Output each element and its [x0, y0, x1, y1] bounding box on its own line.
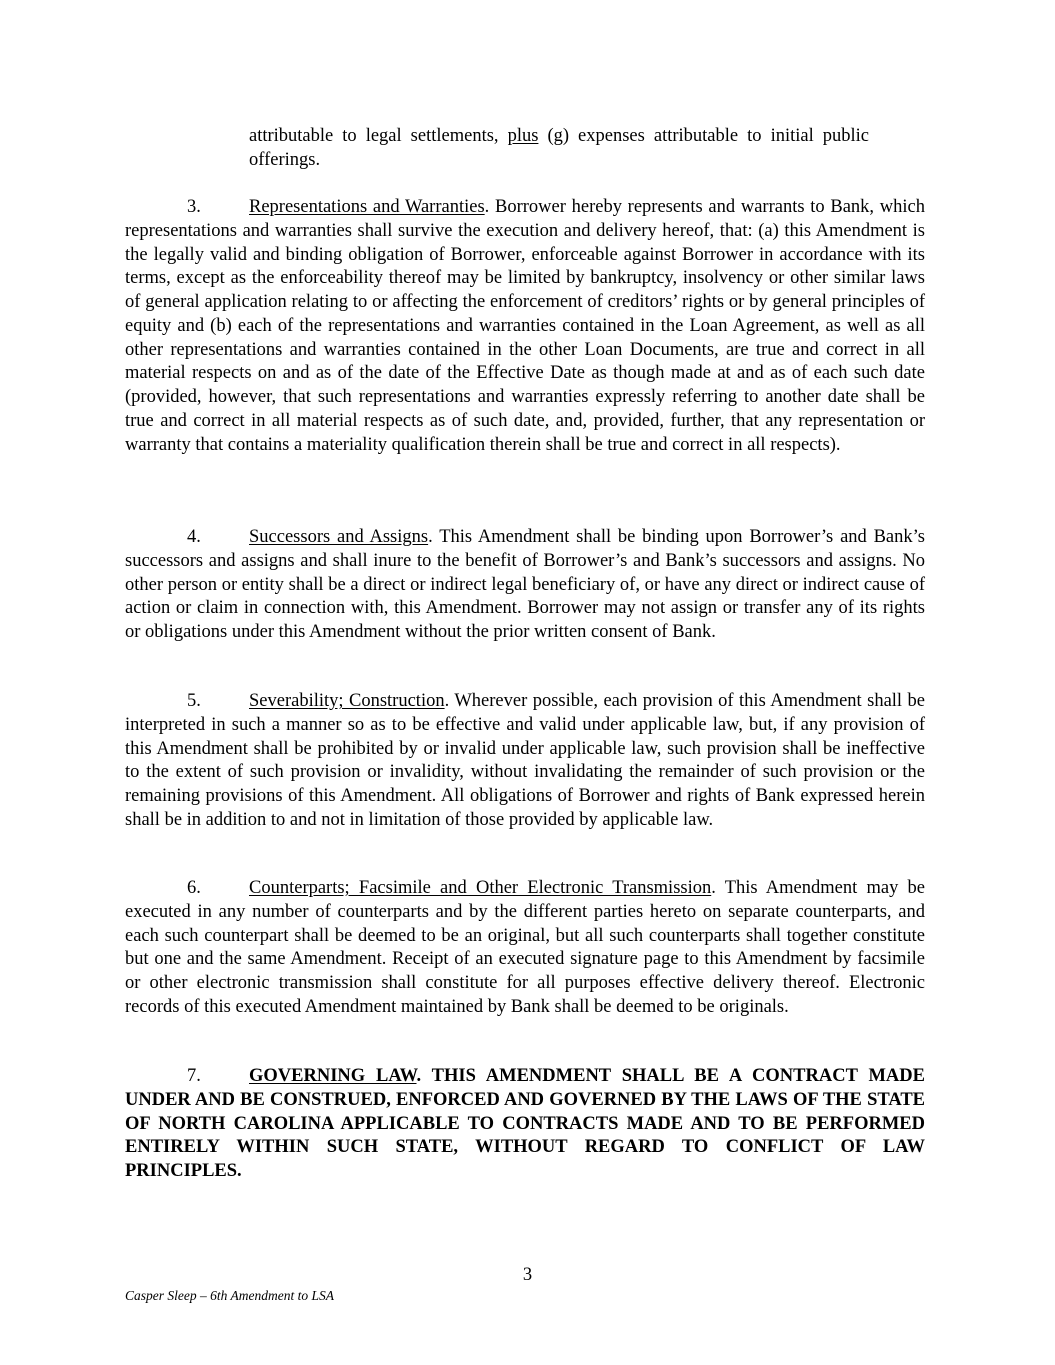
section-3-heading: Representations and Warranties — [249, 197, 485, 217]
section-7-heading: GOVERNING LAW — [249, 1066, 417, 1086]
section-3-number: 3. — [187, 197, 201, 217]
section-3-body: . Borrower hereby represents and warrants to Bank, which representations and warranties shall survive the execution and delivery hereof, that: (a) this Amendment is the legally valid and binding obligation of Borrower, enforceable against Borrower in accordance with its terms, except as the enforceability thereof may be limited by bankruptcy, insolvency or other similar laws of general application relating to or affecting the enforcement of creditors’ rights or by general principles of equity and (b) each of the representations and warranties contained in the Loan Agreement, as well as all other representations and warranties contained in the other Loan Documents, are true and correct in all material respects on and as of the date of the Effective Date as though made at and as of each such date (provided, however, that such representations and warranties expressly referring to another date shall be true and correct in all material respects as of such date, and, provided, further, that any representation or warranty that contains a materiality qualification therein shall be true and correct in all respects). — [125, 197, 925, 455]
section-6-number: 6. — [187, 878, 201, 898]
continuation-paragraph — [249, 125, 869, 173]
continuation-text-before: attributable to legal settlements, — [249, 126, 508, 146]
section-6-heading: Counterparts; Facsimile and Other Electronic Transmission — [249, 878, 712, 898]
section-6-paragraph — [125, 877, 925, 1020]
section-5-number: 5. — [187, 691, 201, 711]
section-5-paragraph — [125, 690, 925, 833]
section-6-body: . This Amendment may be executed in any number of counterparts and by the different parties hereto on separate counterparts, and each such counterpart shall be deemed to be an original, but all such counterparts shall together constitute but one and the same Amendment. Receipt of an executed signature page to this Amendment by facsimile or other electronic transmission shall constitute for all purposes effective delivery thereof. Electronic records of this executed Amendment maintained by Bank shall be deemed to be originals. — [125, 878, 925, 1017]
continuation-text-after: (g) expenses attributable to initial public offerings. — [249, 126, 869, 170]
page-number: 3 — [522, 1265, 533, 1285]
section-4-number: 4. — [187, 527, 201, 547]
section-7-paragraph — [125, 1065, 925, 1184]
section-4-heading: Successors and Assigns — [249, 527, 429, 547]
section-5-heading: Severability; Construction — [249, 691, 445, 711]
section-7-body: . THIS AMENDMENT SHALL BE A CONTRACT MADE UNDER AND BE CONSTRUED, ENFORCED AND GOVERNED BY THE LAWS OF THE STATE OF NORTH CAROLINA APPLICABLE TO CONTRACTS MADE AND TO BE PERFORMED ENTIRELY WITHIN SUCH STATE, WITHOUT REGARD TO CONFLICT OF LAW PRINCIPLES. — [125, 1066, 925, 1181]
section-4-paragraph — [125, 526, 925, 645]
section-7-number: 7. — [187, 1066, 201, 1086]
section-4-body: . This Amendment shall be binding upon Borrower’s and Bank’s successors and assigns and shall inure to the benefit of Borrower’s and Bank’s successors and assigns. No other person or entity shall be a direct or indirect legal beneficiary of, or have any direct or indirect cause of action or claim in connection with, this Amendment. Borrower may not assign or transfer any of its rights or obligations under this Amendment without the prior written consent of Bank. — [125, 527, 925, 642]
footer-document-label: Casper Sleep – 6th Amendment to LSA — [125, 1288, 334, 1303]
section-5-body: . Wherever possible, each provision of this Amendment shall be interpreted in such a manner so as to be effective and valid under applicable law, but, if any provision of this Amendment shall be prohibited by or invalid under applicable law, such provision shall be ineffective to the extent of such provision or invalidity, without invalidating the remainder of such provision or the remaining provisions of this Amendment. All obligations of Borrower and rights of Bank expressed herein shall be in addition to and not in limitation of those provided by applicable law. — [125, 691, 926, 830]
plus-term: plus — [507, 126, 539, 146]
section-3-paragraph — [125, 196, 925, 457]
